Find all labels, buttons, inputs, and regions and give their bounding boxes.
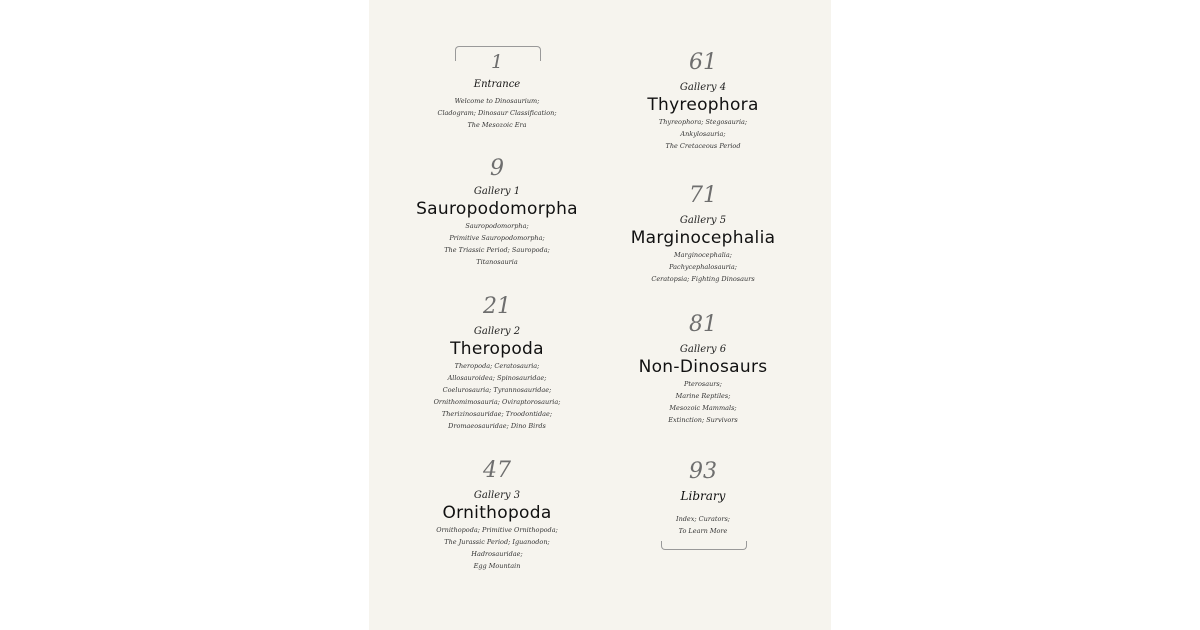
gallery-title: Non-Dinosaurs bbox=[638, 357, 768, 377]
section-description bbox=[387, 360, 607, 432]
page-number: 93 bbox=[689, 459, 717, 484]
description-line: Ceratopsia; Fighting Dinosaurs bbox=[651, 275, 755, 283]
gallery-label: Gallery 2 bbox=[473, 326, 521, 337]
description-line: Thyreophora; Stegosauria; bbox=[658, 118, 748, 126]
gallery-label: Gallery 3 bbox=[473, 490, 521, 501]
description-line: The Triassic Period; Sauropoda; bbox=[444, 246, 550, 254]
description-line: Allosauroidea; Spinosauridae; bbox=[447, 374, 547, 382]
page-number: 1 bbox=[490, 51, 504, 73]
section-description bbox=[387, 524, 607, 572]
toc-entry-entrance bbox=[387, 46, 607, 131]
section-title: Entrance bbox=[473, 79, 521, 90]
section-title: Library bbox=[680, 489, 726, 503]
description-line: Sauropodomorpha; bbox=[465, 222, 529, 230]
toc-entry-gallery-1 bbox=[387, 158, 607, 268]
page-number: 71 bbox=[689, 183, 717, 208]
toc-entry-gallery-4 bbox=[593, 52, 813, 152]
section-description bbox=[593, 513, 813, 537]
gallery-label: Gallery 1 bbox=[473, 186, 521, 197]
description-line: Dromaeosauridae; Dino Birds bbox=[448, 422, 546, 430]
section-description bbox=[387, 220, 607, 268]
description-line: Marginocephalia; bbox=[674, 251, 732, 259]
gallery-title: Theropoda bbox=[450, 339, 544, 359]
bracket-bottom-decoration bbox=[661, 541, 747, 550]
page-number: 21 bbox=[483, 294, 511, 319]
description-line: Therizinosauridae; Troodontidae; bbox=[441, 410, 553, 418]
section-description bbox=[387, 95, 607, 131]
toc-entry-gallery-2 bbox=[387, 296, 607, 432]
page-number: 9 bbox=[490, 156, 504, 181]
section-description bbox=[593, 116, 813, 152]
section-description bbox=[593, 378, 813, 426]
gallery-label: Gallery 4 bbox=[679, 82, 727, 93]
bracket-top-decoration bbox=[455, 46, 541, 61]
gallery-title: Sauropodomorpha bbox=[416, 199, 578, 219]
description-line: The Jurassic Period; Iguanodon; bbox=[444, 538, 550, 546]
description-line: Hadrosauridae; bbox=[471, 550, 523, 558]
description-line: Cladogram; Dinosaur Classification; bbox=[437, 109, 557, 117]
description-line: Marine Reptiles; bbox=[675, 392, 731, 400]
description-line: The Mesozoic Era bbox=[467, 121, 527, 129]
description-line: Primitive Sauropodomorpha; bbox=[449, 234, 545, 242]
toc-entry-gallery-5 bbox=[593, 185, 813, 285]
description-line: Extinction; Survivors bbox=[668, 416, 738, 424]
description-line: Ornithopoda; Primitive Ornithopoda; bbox=[436, 526, 558, 534]
description-line: Titanosauria bbox=[476, 258, 518, 266]
toc-entry-library bbox=[593, 461, 813, 537]
page-number: 81 bbox=[689, 312, 717, 337]
description-line: Coelurosauria; Tyrannosauridae; bbox=[442, 386, 552, 394]
description-line: Pterosaurs; bbox=[684, 380, 722, 388]
page-number: 61 bbox=[689, 50, 717, 75]
description-line: Mesozoic Mammals; bbox=[669, 404, 737, 412]
description-line: Welcome to Dinosaurium; bbox=[454, 97, 540, 105]
description-line: Index; Curators; bbox=[676, 515, 730, 523]
contents-page bbox=[369, 0, 831, 630]
gallery-title: Ornithopoda bbox=[442, 503, 552, 523]
gallery-title: Marginocephalia bbox=[630, 228, 776, 248]
description-line: Ankylosauria; bbox=[680, 130, 726, 138]
description-line: Ornithomimosauria; Oviraptorosauria; bbox=[433, 398, 561, 406]
description-line: To Learn More bbox=[678, 527, 728, 535]
gallery-title: Thyreophora bbox=[647, 95, 759, 115]
toc-entry-gallery-3 bbox=[387, 460, 607, 572]
gallery-label: Gallery 5 bbox=[679, 215, 727, 226]
gallery-label: Gallery 6 bbox=[679, 344, 727, 355]
toc-entry-gallery-6 bbox=[593, 314, 813, 426]
page-number: 47 bbox=[483, 458, 511, 483]
description-line: Egg Mountain bbox=[473, 562, 521, 570]
description-line: The Cretaceous Period bbox=[665, 142, 741, 150]
description-line: Pachycephalosauria; bbox=[669, 263, 737, 271]
section-description bbox=[593, 249, 813, 285]
description-line: Theropoda; Ceratosauria; bbox=[454, 362, 540, 370]
